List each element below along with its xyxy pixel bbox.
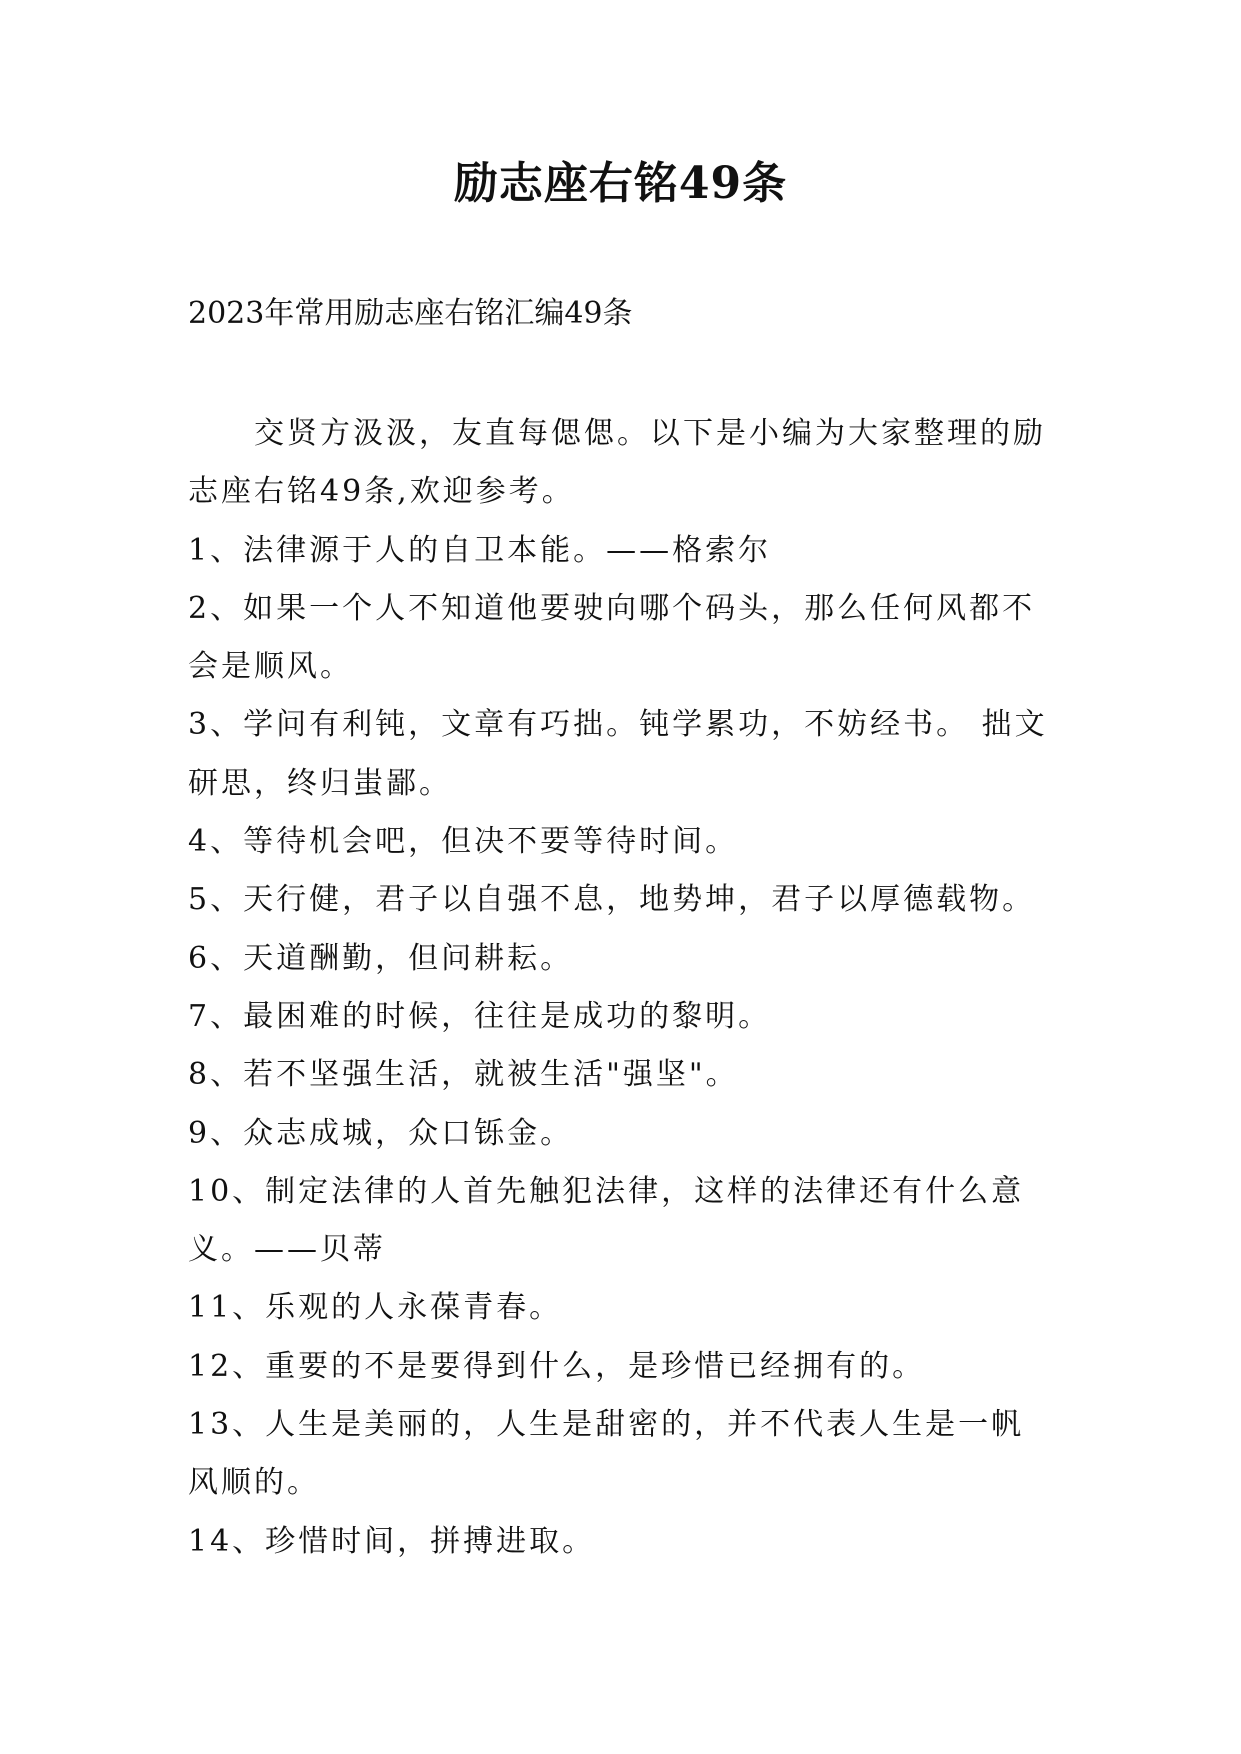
motto-item: 4、等待机会吧，但决不要等待时间。 (188, 824, 739, 860)
motto-item: 9、众志成城，众口铄金。 (188, 1115, 574, 1151)
document-body (188, 405, 1054, 1571)
motto-item: 6、天道酬勤，但问耕耘。 (188, 940, 574, 976)
motto-item: 2、如果一个人不知道他要驶向哪个码头，那么任何风都不会是顺风。 (188, 590, 1036, 685)
motto-item: 7、最困难的时候，往往是成功的黎明。 (188, 998, 772, 1034)
motto-item: 1、法律源于人的自卫本能。——格索尔 (188, 532, 772, 568)
document-title: 励志座右铭49条 (453, 158, 788, 209)
motto-item: 10、制定法律的人首先触犯法律，这样的法律还有什么意义。——贝蒂 (188, 1173, 1025, 1268)
motto-item: 13、人生是美丽的，人生是甜密的，并不代表人生是一帆风顺的。 (188, 1407, 1025, 1501)
motto-item: 3、学问有利钝，文章有巧拙。钝学累功，不妨经书。 拙文研思，终归蚩鄙。 (188, 707, 1048, 801)
motto-item: 14、珍惜时间，拼搏进取。 (188, 1523, 596, 1559)
motto-item: 12、重要的不是要得到什么，是珍惜已经拥有的。 (188, 1348, 926, 1384)
motto-item: 5、天行健，君子以自强不息，地势坤，君子以厚德载物。 (188, 882, 1036, 918)
document-subtitle: 2023年常用励志座右铭汇编49条 (188, 296, 633, 331)
motto-item: 11、乐观的人永葆青春。 (188, 1290, 563, 1326)
intro-paragraph: 交贤方汲汲，友直每偲偲。以下是小编为大家整理的励志座右铭49条,欢迎参考。 (188, 416, 1046, 510)
motto-item: 8、若不坚强生活，就被生活"强坚"。 (188, 1057, 739, 1093)
